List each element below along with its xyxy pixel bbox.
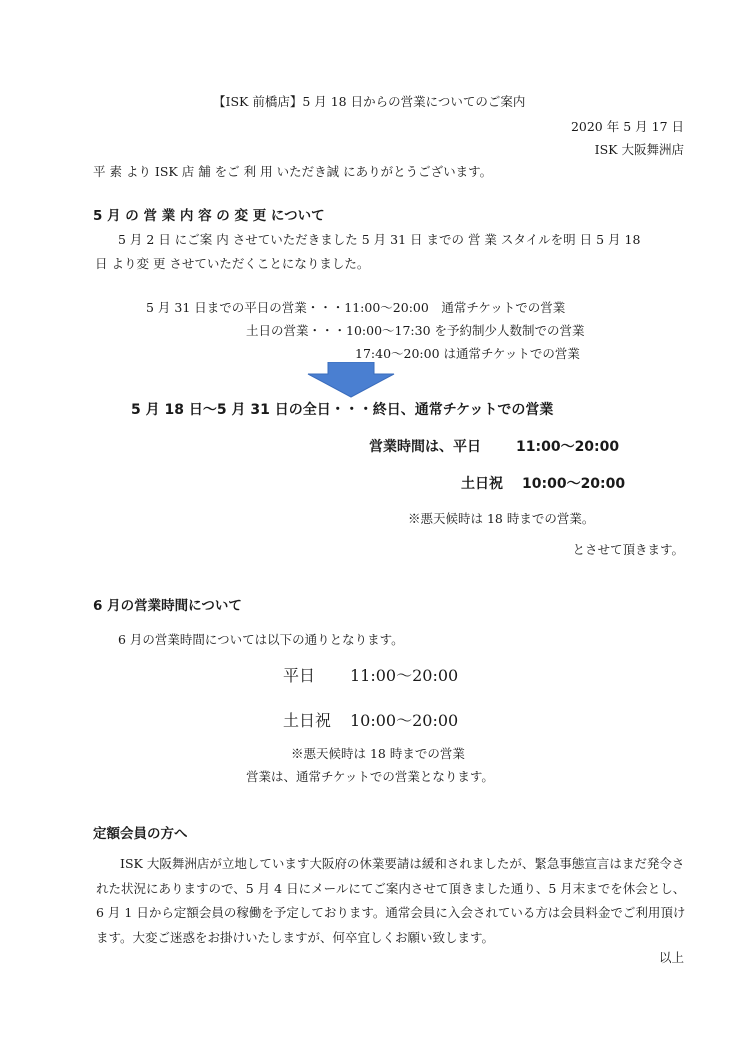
weekend-hours-time: 10:00～20:00 [522, 476, 626, 492]
schedule-line-weekday: 5 月 31 日までの平日の営業・・・11:00～20:00 通常チケットでの営業 [146, 300, 566, 315]
closing-end-mark: 以上 [658, 950, 684, 965]
section1-body-line2: 日 より変 更 させていただくことになりました。 [95, 256, 370, 271]
section2-intro: 6 月の営業時間については以下の通りとなります。 [118, 632, 404, 647]
document-title: 【ISK 前橋店】5 月 18 日からの営業についてのご案内 [213, 94, 526, 109]
store-name: ISK 大阪舞洲店 [594, 142, 684, 157]
section1-heading: 5 月 の 営 業 内 容 の 変 更 について [93, 208, 325, 224]
june-bad-weather-note: ※悪天候時は 18 時までの営業 [291, 746, 465, 761]
section1-body-line1: 5 月 2 日 にご案 内 させていただきました 5 月 31 日 までの 営 業 スタイルを明 日 5 月 18 [118, 232, 641, 247]
schedule-line-evening: 17:40～20:00 は通常チケットでの営業 [355, 346, 580, 361]
down-arrow-icon [306, 362, 396, 398]
weekday-hours-time: 11:00～20:00 [516, 439, 620, 455]
weekend-hours-label: 土日祝 [461, 476, 503, 492]
june-weekday-time: 11:00～20:00 [350, 666, 459, 685]
document-date: 2020 年 5 月 17 日 [570, 119, 684, 134]
schedule-line-weekend: 土日の営業・・・10:00～17:30 を予約制少人数制での営業 [246, 323, 585, 338]
greeting-text: 平 素 より ISK 店 舗 をご 利 用 いただき誠 にありがとうございます。 [93, 164, 493, 179]
weekday-hours-label: 営業時間は、平日 [369, 439, 481, 455]
june-weekday-label: 平日 [283, 666, 316, 685]
section1-closing: とさせて頂きます。 [572, 542, 684, 557]
bad-weather-note: ※悪天候時は 18 時までの営業。 [408, 511, 595, 526]
section3-body: ISK 大阪舞洲店が立地しています大阪府の休業要請は緩和されましたが、緊急事態宣言はまだ発令された状況にありますので、5 月 4 日にメールにてご案内させて頂きました通り、5 月末までを休会とし、6 月 1 日から定額会員の稼働を予定しております。通常会員に入会されている方は会員料金でご利用頂けます。大変ご迷惑をお掛けいたしますが、何卒宜しくお願い致します。 [96, 856, 686, 945]
june-weekend-label: 土日祝 [283, 711, 332, 730]
section3-heading: 定額会員の方へ [93, 826, 188, 842]
new-schedule-line: 5 月 18 日～5 月 31 日の全日・・・終日、通常チケットでの営業 [131, 402, 554, 418]
section2-heading: 6 月の営業時間について [93, 598, 242, 614]
june-weekend-time: 10:00～20:00 [350, 711, 459, 730]
june-ticket-note: 営業は、通常チケットでの営業となります。 [246, 769, 494, 784]
